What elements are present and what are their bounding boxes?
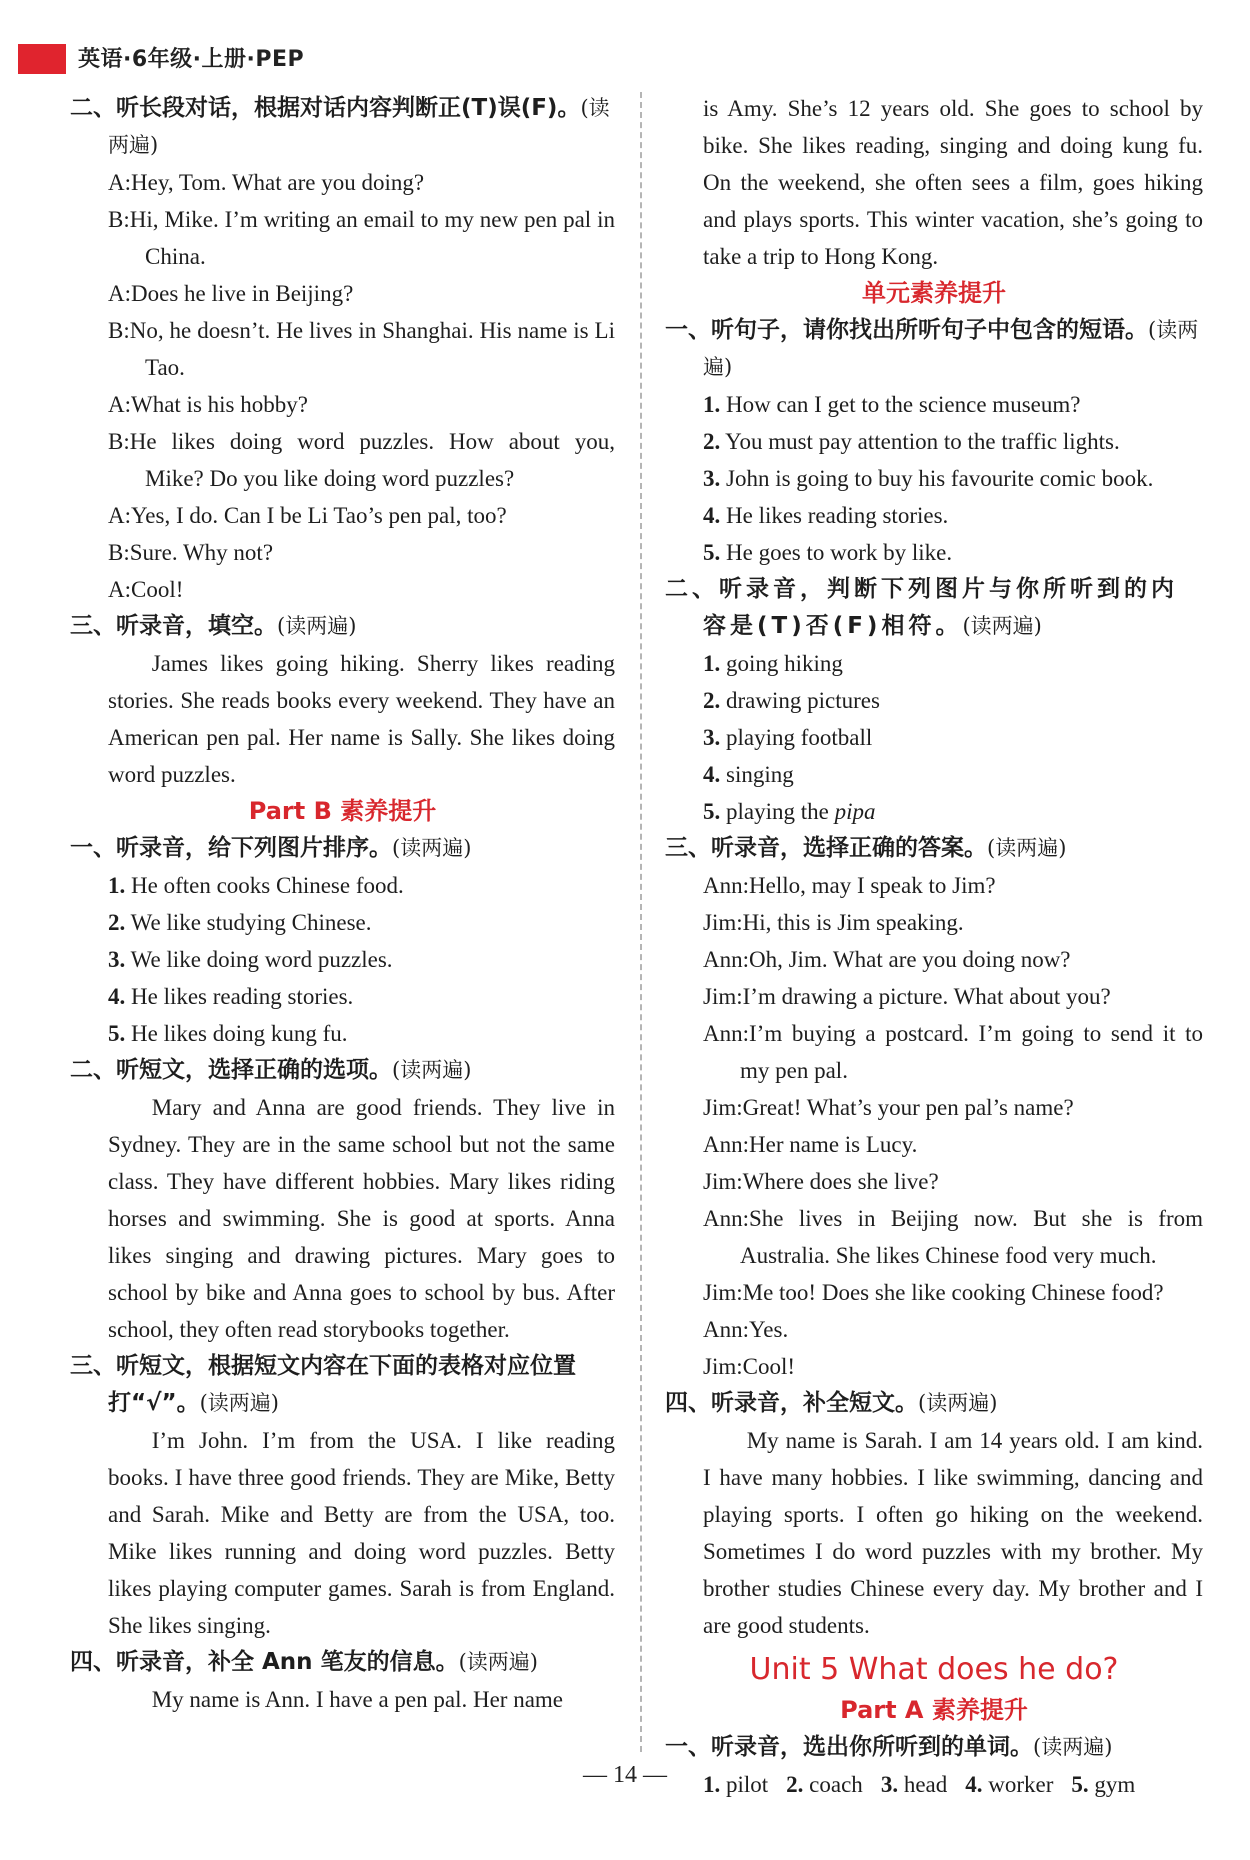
- header-title: 英语·6年级·上册·PEP: [78, 47, 305, 72]
- dialogue-line: [70, 275, 615, 312]
- utterance: I’m drawing a picture. What about you?: [742, 984, 1111, 1009]
- list-item: 5. playing the pipa: [703, 799, 876, 824]
- word-option: coach: [809, 1772, 863, 1797]
- dialogue-line: [665, 904, 1203, 941]
- utterance: Her name is Lucy.: [749, 1132, 918, 1157]
- passage: James likes going hiking. Sherry likes reading stories. She reads books every weekend. They have an American pen pal. Her name is Sally. She likes doing word puzzles.: [108, 651, 615, 787]
- speaker: Ann:: [703, 1021, 749, 1046]
- part-a-title: Part A 素养提升: [840, 1696, 1028, 1724]
- list-item: [70, 1015, 615, 1052]
- utterance: Me too! Does she like cooking Chinese food?: [742, 1280, 1164, 1305]
- speaker: Jim:: [703, 1169, 743, 1194]
- passage: My name is Ann. I have a pen pal. Her name: [151, 1687, 564, 1712]
- section-heading: 二、听长段对话，根据对话内容判断正(T)误(F)。(读两遍): [70, 95, 610, 157]
- item-text: drawing pictures: [726, 688, 880, 713]
- speaker: A:: [108, 170, 131, 195]
- section-heading: 三、听短文，根据短文内容在下面的表格对应位置打“√”。(读两遍): [70, 1353, 576, 1416]
- speaker: A:: [108, 281, 131, 306]
- utterance: Sure. Why not?: [129, 540, 274, 565]
- item-text: He likes reading stories.: [726, 503, 949, 528]
- item-text: singing: [726, 762, 794, 787]
- item-number: 4.: [108, 984, 126, 1009]
- utterance: Hey, Tom. What are you doing?: [131, 170, 425, 195]
- list-item: [665, 386, 1203, 423]
- section-heading: 三、听录音，选择正确的答案。(读两遍): [665, 835, 1067, 861]
- dialogue-line: [70, 497, 615, 534]
- speaker: Ann:: [703, 947, 749, 972]
- speaker: Jim:: [703, 1095, 743, 1120]
- passage: My name is Sarah. I am 14 years old. I am kind. I have many hobbies. I like swimming, dancing and playing sports. I often go hiking on the weekend. Sometimes I do word puzzles with my brother. My brother studies Chinese every day. My brother and I are good students.: [703, 1428, 1203, 1638]
- speaker: B:: [108, 540, 130, 565]
- part-b-title: Part B 素养提升: [248, 797, 437, 825]
- item-number: 3.: [703, 725, 721, 750]
- item-number: 2.: [108, 910, 126, 935]
- speaker: A:: [108, 503, 131, 528]
- item-text: He goes to work by like.: [726, 540, 953, 565]
- speaker: B:: [108, 429, 130, 454]
- item-text: playing football: [726, 725, 873, 750]
- dialogue-line: [665, 867, 1203, 904]
- speaker: Ann:: [703, 1132, 749, 1157]
- unit-5-title: Unit 5 What does he do?: [749, 1652, 1119, 1687]
- dialogue-line: [665, 1015, 1203, 1089]
- section-heading: 四、听录音，补全 Ann 笔友的信息。(读两遍): [70, 1649, 538, 1675]
- speaker: B:: [108, 207, 130, 232]
- speaker: Ann:: [703, 1206, 749, 1231]
- speaker: Jim:: [703, 910, 743, 935]
- dialogue: [70, 164, 615, 608]
- section-heading: 二、听录音，判断下列图片与你所听到的内容是(T)否(F)相符。(读两遍): [665, 576, 1178, 639]
- dialogue-line: [665, 1311, 1203, 1348]
- list-item: [665, 534, 1203, 571]
- item-number: 1.: [703, 392, 721, 417]
- numbered-list: [665, 386, 1203, 571]
- dialogue-line: [665, 1089, 1203, 1126]
- left-column: [70, 90, 615, 1718]
- list-item: [665, 645, 1203, 682]
- dialogue-line: [70, 534, 615, 571]
- utterance: Yes.: [749, 1317, 789, 1342]
- item-number: 5.: [108, 1021, 126, 1046]
- speaker: Ann:: [703, 873, 749, 898]
- header-red-tab: [18, 44, 66, 74]
- list-item: [665, 423, 1203, 460]
- item-text: going hiking: [726, 651, 843, 676]
- list-item: [70, 941, 615, 978]
- item-number: 2.: [703, 429, 721, 454]
- item-text: John is going to buy his favourite comic book.: [726, 466, 1154, 491]
- item-text: We like doing word puzzles.: [130, 947, 393, 972]
- word-option: worker: [988, 1772, 1054, 1797]
- speaker: B:: [108, 318, 130, 343]
- item-number: 3.: [703, 466, 721, 491]
- dialogue-line: [70, 312, 615, 386]
- speaker: Ann:: [703, 1317, 749, 1342]
- passage-continued: is Amy. She’s 12 years old. She goes to school by bike. She likes reading, singing and doing kung fu. On the weekend, she often sees a film, goes hiking and plays sports. This winter vacation, she’s going to take a trip to Hong Kong.: [703, 96, 1203, 269]
- dialogue-line: [665, 978, 1203, 1015]
- speaker: Jim:: [703, 984, 743, 1009]
- item-number: 2.: [786, 1772, 804, 1797]
- unit-review-title: 单元素养提升: [862, 279, 1006, 307]
- dialogue-line: [665, 1126, 1203, 1163]
- word-option: gym: [1094, 1772, 1136, 1797]
- utterance: She lives in Beijing now. But she is from Australia. She likes Chinese food very much.: [740, 1206, 1203, 1268]
- passage: Mary and Anna are good friends. They live in Sydney. They are in the same school but not the same class. They have different hobbies. Mary likes riding horses and swimming. She is good at sports. Anna likes singing and drawing pictures. Mary goes to school by bike and Anna goes to school by bus. After school, they often read storybooks together.: [108, 1095, 615, 1342]
- list-item: [665, 497, 1203, 534]
- list-item: [70, 867, 615, 904]
- item-number: 4.: [703, 762, 721, 787]
- utterance: Yes, I do. Can I be Li Tao’s pen pal, too?: [131, 503, 507, 528]
- dialogue-line: [70, 201, 615, 275]
- right-column: [665, 90, 1203, 1803]
- dialogue-line: [665, 941, 1203, 978]
- utterance: Does he live in Beijing?: [131, 281, 354, 306]
- utterance: Cool!: [742, 1354, 796, 1379]
- speaker: Jim:: [703, 1280, 743, 1305]
- item-number: 4.: [965, 1772, 983, 1797]
- utterance: He likes doing word puzzles. How about you, Mike? Do you like doing word puzzles?: [129, 429, 615, 491]
- utterance: What is his hobby?: [131, 392, 308, 417]
- dialogue: [665, 867, 1203, 1385]
- item-number: 4.: [703, 503, 721, 528]
- section-heading: 一、听录音，选出你所听到的单词。(读两遍): [665, 1734, 1113, 1760]
- item-number: 5.: [703, 540, 721, 565]
- passage: I’m John. I’m from the USA. I like reading books. I have three good friends. They are Mike, Betty and Sarah. Mike and Betty are from the USA, too. Mike likes running and doing word puzzles. Betty likes playing computer games. Sarah is from England. She likes singing.: [108, 1428, 615, 1638]
- section-heading: 二、听短文，选择正确的选项。(读两遍): [70, 1057, 472, 1083]
- utterance: Hello, may I speak to Jim?: [749, 873, 996, 898]
- item-number: 2.: [703, 688, 721, 713]
- utterance: Cool!: [131, 577, 184, 602]
- speaker: Jim:: [703, 1354, 743, 1379]
- item-number: 1.: [703, 651, 721, 676]
- utterance: Where does she live?: [742, 1169, 939, 1194]
- list-item: [665, 756, 1203, 793]
- dialogue-line: [665, 1163, 1203, 1200]
- speaker: A:: [108, 392, 131, 417]
- numbered-list: [70, 867, 615, 1052]
- dialogue-line: [665, 1274, 1203, 1311]
- list-item: [70, 904, 615, 941]
- word-option: pilot: [726, 1772, 769, 1797]
- dialogue-line: [665, 1200, 1203, 1274]
- item-text: We like studying Chinese.: [130, 910, 372, 935]
- utterance: Hi, this is Jim speaking.: [742, 910, 964, 935]
- numbered-list: [665, 645, 1203, 793]
- item-text: He likes reading stories.: [131, 984, 354, 1009]
- section-heading: 三、听录音，填空。(读两遍): [70, 613, 357, 639]
- item-text: How can I get to the science museum?: [726, 392, 1081, 417]
- utterance: I’m buying a postcard. I’m going to send it to my pen pal.: [740, 1021, 1203, 1083]
- page-number: — 14 —: [583, 1762, 667, 1788]
- item-text: He often cooks Chinese food.: [131, 873, 404, 898]
- column-divider: [640, 92, 642, 1752]
- utterance: Great! What’s your pen pal’s name?: [742, 1095, 1074, 1120]
- list-item: [70, 978, 615, 1015]
- dialogue-line: [665, 1348, 1203, 1385]
- item-text: He likes doing kung fu.: [131, 1021, 348, 1046]
- word-option: head: [903, 1772, 948, 1797]
- list-item: [665, 682, 1203, 719]
- utterance: Oh, Jim. What are you doing now?: [749, 947, 1071, 972]
- utterance: No, he doesn’t. He lives in Shanghai. His name is Li Tao.: [129, 318, 615, 380]
- dialogue-line: [70, 423, 615, 497]
- item-text: You must pay attention to the traffic lights.: [725, 429, 1120, 454]
- list-item: [665, 719, 1203, 756]
- dialogue-line: [70, 164, 615, 201]
- section-heading: 四、听录音，补全短文。(读两遍): [665, 1390, 998, 1416]
- dialogue-line: [70, 386, 615, 423]
- speaker: A:: [108, 577, 131, 602]
- utterance: Hi, Mike. I’m writing an email to my new pen pal in China.: [129, 207, 615, 269]
- item-number: 1.: [703, 1772, 721, 1797]
- section-heading: 一、听句子，请你找出所听句子中包含的短语。(读两遍): [665, 317, 1199, 379]
- item-number: 3.: [108, 947, 126, 972]
- dialogue-line: [70, 571, 615, 608]
- item-number: 1.: [108, 873, 126, 898]
- list-item: [665, 460, 1203, 497]
- item-number: 3.: [880, 1772, 899, 1797]
- section-heading: 一、听录音，给下列图片排序。(读两遍): [70, 835, 472, 861]
- item-number: 5.: [1071, 1772, 1089, 1797]
